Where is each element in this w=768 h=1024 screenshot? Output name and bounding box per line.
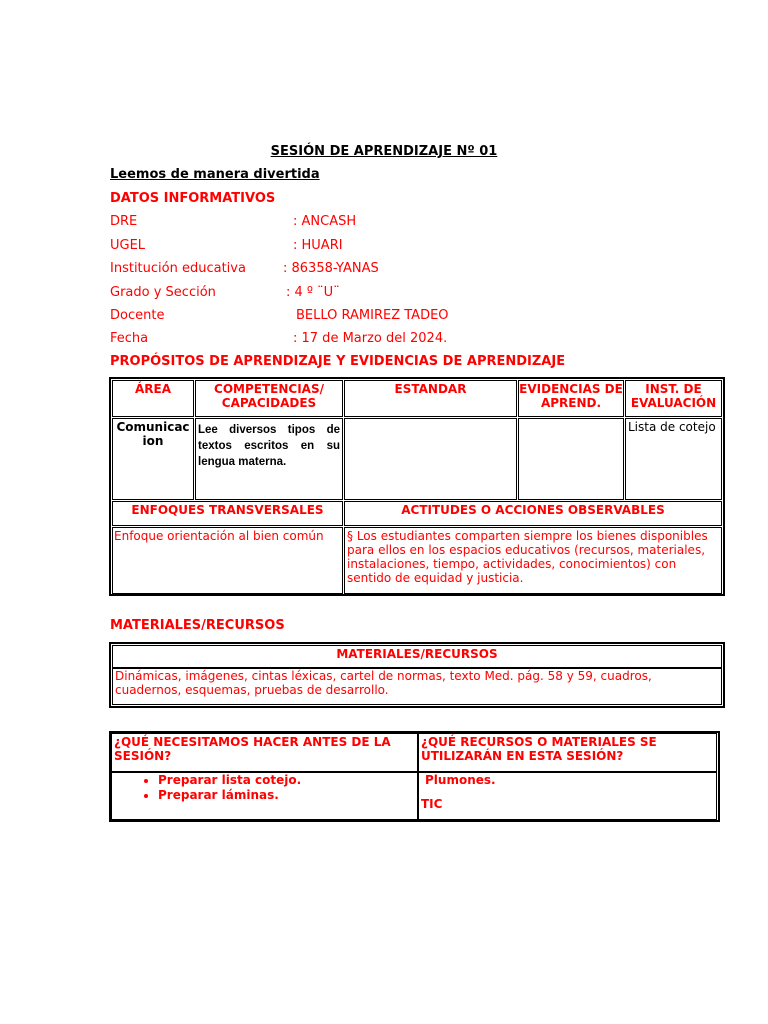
session-subtitle: Leemos de manera divertida	[110, 167, 320, 182]
docente-value: BELLO RAMIREZ TADEO	[296, 308, 449, 323]
dre-value: : ANCASH	[293, 214, 357, 229]
materiales-header: MATERIALES/RECURSOS	[112, 645, 722, 668]
cell-actitud: § Los estudiantes comparten siempre los bienes disponibles para ellos en los espacios educativos (recursos, materiales, instalaciones, tiempo, actividades, conocimientos) con sentido de equidad y justicia.	[344, 527, 722, 594]
ugel-label: UGEL	[110, 238, 146, 253]
antes-sesion-list	[112, 773, 417, 803]
header-estandar: ESTANDAR	[344, 380, 517, 417]
grado-value: : 4 º ¨U¨	[286, 285, 340, 300]
header-actitudes: ACTITUDES O ACCIONES OBSERVABLES	[344, 501, 722, 526]
header-area: ÁREA	[112, 380, 194, 417]
fecha-value: : 17 de Marzo del 2024.	[293, 331, 448, 346]
materiales-heading: MATERIALES/RECURSOS	[110, 618, 285, 633]
header-evidencias: EVIDENCIAS DE APREND.	[518, 380, 624, 417]
docente-label: Docente	[110, 308, 165, 323]
header-instrumento: INST. DE EVALUACIÓN	[625, 380, 722, 417]
materiales-content: Dinámicas, imágenes, cintas léxicas, cartel de normas, texto Med. pág. 58 y 59, cuadros, cuadernos, esquemas, pruebas de desarrollo.	[112, 668, 722, 705]
institucion-value: : 86358-YANAS	[283, 261, 379, 276]
header-antes-sesion: ¿QUÉ NECESITAMOS HACER ANTES DE LA SESIÓN?	[111, 733, 418, 772]
datos-heading: DATOS INFORMATIVOS	[110, 191, 276, 206]
header-competencias: COMPETENCIAS/ CAPACIDADES	[195, 380, 343, 417]
grado-label: Grado y Sección	[110, 285, 216, 300]
antes-sesion-list-cell	[111, 772, 418, 820]
ugel-value: : HUARI	[293, 238, 343, 253]
cell-competencia: Lee diversos tipos de textos escritos en su lengua materna.	[195, 418, 343, 500]
recursos-sesion-cell	[418, 772, 717, 820]
cell-estandar	[344, 418, 517, 500]
institucion-label: Institución educativa	[110, 261, 246, 276]
fecha-label: Fecha	[110, 331, 149, 346]
session-title: SESIÓN DE APRENDIZAJE Nº 01	[270, 144, 498, 159]
recurso-item-tic: TIC	[421, 797, 443, 811]
cell-instrumento: Lista de cotejo	[625, 418, 722, 500]
cell-area: Comunicac ion	[112, 418, 194, 500]
list-item: • Preparar lista cotejo.	[158, 773, 417, 788]
propositos-heading: PROPÓSITOS DE APRENDIZAJE Y EVIDENCIAS DE APRENDIZAJE	[110, 354, 566, 369]
recurso-item-plumones: Plumones.	[425, 773, 496, 787]
cell-enfoque: Enfoque orientación al bien común	[112, 527, 343, 594]
header-enfoques: ENFOQUES TRANSVERSALES	[112, 501, 343, 526]
header-recursos-sesion: ¿QUÉ RECURSOS O MATERIALES SE UTILIZARÁN EN ESTA SESIÓN?	[418, 733, 717, 772]
dre-label: DRE	[110, 214, 138, 229]
cell-evidencias	[518, 418, 624, 500]
list-item: • Preparar láminas.	[158, 788, 417, 803]
